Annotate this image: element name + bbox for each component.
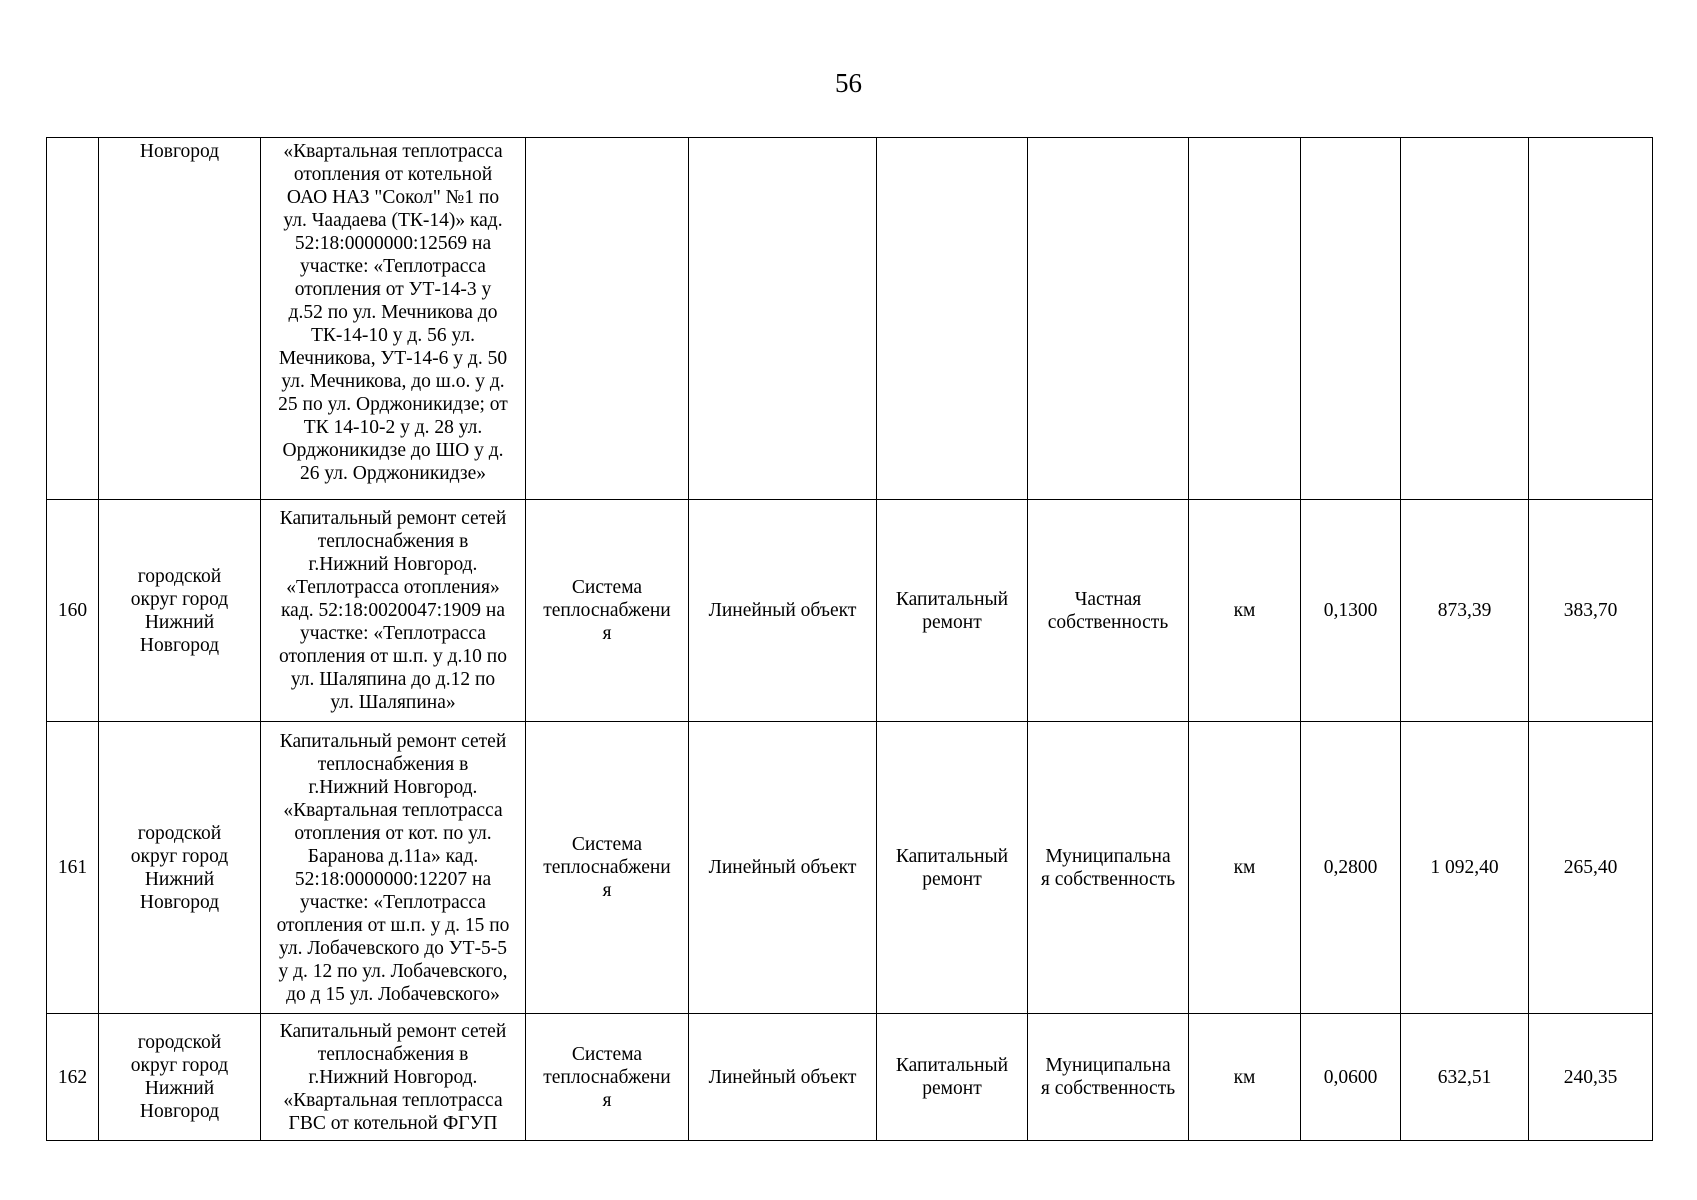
- description-line: ТК-14-10 у д. 56 ул.: [311, 325, 475, 346]
- municipality-cell: [99, 722, 261, 1014]
- description-line: Мечникова, УТ-14-6 у д. 50: [278, 348, 508, 369]
- ownership-line: я собственность: [1040, 1078, 1176, 1099]
- cost-2-cell: [1529, 138, 1653, 500]
- row-number-cell: [47, 138, 99, 500]
- unit-cell: км: [1189, 1014, 1301, 1141]
- municipality-cell: [99, 500, 261, 722]
- system-line: я: [602, 880, 612, 901]
- length-cell: [1301, 138, 1401, 500]
- description-line: Капитальный ремонт сетей: [279, 730, 507, 752]
- length-cell: 0,0600: [1301, 1014, 1401, 1141]
- description-line: «Квартальная теплотрасса: [283, 141, 503, 162]
- table-row: [47, 500, 1653, 722]
- ownership-cell: [1028, 722, 1189, 1014]
- description-line: участке: «Теплотрасса: [300, 623, 486, 644]
- cost-2-cell: 383,70: [1529, 500, 1653, 722]
- description-line: ул. Шаляпина»: [330, 692, 456, 713]
- row-number-cell: 162: [47, 1014, 99, 1141]
- municipality-cell: [99, 1014, 261, 1141]
- object-type-line: Линейный объект: [708, 1066, 857, 1088]
- cost-2-cell: 240,35: [1529, 1014, 1653, 1141]
- municipality-line: Нижний: [144, 868, 215, 890]
- description-line: ул. Чаадаева (ТК-14)» кад.: [283, 210, 503, 231]
- municipality-line: округ город: [130, 588, 229, 610]
- table-body: [47, 138, 1653, 1141]
- work-type-cell: [877, 722, 1028, 1014]
- municipality-cell: [99, 138, 261, 500]
- description-line: до д 15 ул. Лобачевского»: [286, 983, 500, 1005]
- table-row: [47, 722, 1653, 1014]
- system-line: Система: [571, 577, 643, 598]
- description-line: отопления от УТ-14-3 у: [294, 279, 492, 300]
- ownership-cell: [1028, 1014, 1189, 1141]
- description-line: Орджоникидзе до ШО у д.: [282, 440, 504, 461]
- description-line: г.Нижний Новгород.: [308, 776, 478, 798]
- system-cell: [526, 1014, 689, 1141]
- works-table: [46, 137, 1653, 1141]
- system-cell: [526, 500, 689, 722]
- description-cell: [261, 138, 526, 500]
- length-cell: 0,1300: [1301, 500, 1401, 722]
- description-line: 52:18:0000000:12569 на: [294, 233, 492, 254]
- object-type-line: Линейный объект: [708, 600, 857, 621]
- municipality-line: городской: [137, 565, 222, 587]
- work-type-cell: [877, 138, 1028, 500]
- description-line: отопления от кот. по ул.: [294, 822, 492, 844]
- description-line: г.Нижний Новгород.: [308, 1066, 478, 1088]
- table-row: [47, 138, 1653, 500]
- ownership-line: я собственность: [1040, 868, 1176, 890]
- ownership-cell: [1028, 138, 1189, 500]
- work-type-cell: [877, 1014, 1028, 1141]
- description-line: ТК 14-10-2 у д. 28 ул.: [303, 417, 483, 438]
- cost-1-cell: 1 092,40: [1401, 722, 1529, 1014]
- unit-cell: км: [1189, 722, 1301, 1014]
- description-line: участке: «Теплотрасса: [300, 891, 486, 913]
- description-line: кад. 52:18:0020047:1909 на: [281, 600, 505, 621]
- ownership-line: Частная: [1074, 588, 1142, 610]
- description-line: отопления от ш.п. у д. 15 по: [276, 914, 510, 936]
- description-line: теплоснабжения в: [317, 531, 469, 552]
- system-line: теплоснабжени: [543, 600, 671, 621]
- municipality-line: Нижний: [144, 611, 215, 633]
- description-line: 52:18:0000000:12207 на: [294, 868, 492, 890]
- description-line: Баранова д.11а» кад.: [307, 845, 479, 867]
- description-line: отопления от котельной: [293, 164, 493, 185]
- description-cell: [261, 722, 526, 1014]
- description-cell: [261, 1014, 526, 1141]
- description-line: Капитальный ремонт сетей: [279, 1020, 507, 1042]
- description-line: Капитальный ремонт сетей: [279, 508, 507, 529]
- unit-cell: км: [1189, 500, 1301, 722]
- table-row: [47, 1014, 1653, 1141]
- cost-1-cell: [1401, 138, 1529, 500]
- object-type-cell: [689, 138, 877, 500]
- work-type-line: Капитальный: [895, 1055, 1009, 1076]
- description-line: ОАО НАЗ "Сокол" №1 по: [286, 187, 500, 208]
- municipality-line: Новгород: [139, 634, 220, 656]
- ownership-cell: [1028, 500, 1189, 722]
- system-line: Система: [571, 1043, 643, 1065]
- system-cell: [526, 722, 689, 1014]
- municipality-line: Новгород: [139, 1101, 220, 1122]
- system-line: я: [602, 623, 612, 644]
- work-type-cell: [877, 500, 1028, 722]
- work-type-line: Капитальный: [895, 845, 1009, 867]
- object-type-line: Линейный объект: [708, 857, 857, 878]
- system-line: я: [602, 1089, 612, 1111]
- description-line: 25 по ул. Орджоникидзе; от: [278, 394, 508, 415]
- system-cell: [526, 138, 689, 500]
- municipality-line: округ город: [130, 845, 229, 867]
- cost-1-cell: 873,39: [1401, 500, 1529, 722]
- work-type-line: ремонт: [922, 868, 982, 890]
- work-type-line: Капитальный: [895, 588, 1009, 610]
- ownership-line: Муниципальна: [1045, 845, 1171, 867]
- ownership-line: Муниципальна: [1045, 1055, 1171, 1076]
- municipality-line: Новгород: [139, 891, 220, 913]
- cost-2-cell: 265,40: [1529, 722, 1653, 1014]
- object-type-cell: [689, 722, 877, 1014]
- description-line: ГВС от котельной ФГУП: [288, 1112, 498, 1134]
- municipality-line: городской: [137, 1032, 222, 1053]
- description-line: отопления от ш.п. у д.10 по: [279, 646, 507, 667]
- ownership-line: собственность: [1047, 611, 1169, 633]
- description-line: 26 ул. Орджоникидзе»: [299, 463, 487, 484]
- unit-cell: [1189, 138, 1301, 500]
- description-line: у д. 12 по ул. Лобачевского,: [278, 960, 508, 982]
- description-line: д.52 по ул. Мечникова до: [288, 302, 498, 323]
- municipality-line: Новгород: [139, 141, 220, 162]
- cost-1-cell: 632,51: [1401, 1014, 1529, 1141]
- description-line: ул. Лобачевского до УТ-5-5: [279, 937, 507, 959]
- description-line: «Квартальная теплотрасса: [283, 799, 503, 821]
- municipality-line: городской: [137, 822, 222, 844]
- municipality-line: округ город: [130, 1055, 229, 1076]
- description-line: теплоснабжения в: [317, 1043, 469, 1065]
- description-line: «Теплотрасса отопления»: [286, 577, 500, 598]
- description-line: г.Нижний Новгород.: [308, 554, 478, 575]
- system-line: теплоснабжени: [543, 1066, 671, 1088]
- row-number-cell: 161: [47, 722, 99, 1014]
- description-line: участке: «Теплотрасса: [300, 256, 486, 277]
- work-type-line: ремонт: [922, 611, 982, 633]
- municipality-line: Нижний: [144, 1078, 215, 1099]
- object-type-cell: [689, 1014, 877, 1141]
- description-line: ул. Мечникова, до ш.о. у д.: [281, 371, 505, 392]
- work-type-line: ремонт: [922, 1078, 982, 1099]
- length-cell: 0,2800: [1301, 722, 1401, 1014]
- row-number-cell: 160: [47, 500, 99, 722]
- description-cell: [261, 500, 526, 722]
- system-line: теплоснабжени: [543, 857, 671, 878]
- description-line: теплоснабжения в: [317, 753, 469, 775]
- system-line: Система: [571, 834, 643, 855]
- object-type-cell: [689, 500, 877, 722]
- page-number: 56: [835, 68, 862, 98]
- description-line: ул. Шаляпина до д.12 по: [290, 669, 496, 690]
- description-line: «Квартальная теплотрасса: [283, 1089, 503, 1111]
